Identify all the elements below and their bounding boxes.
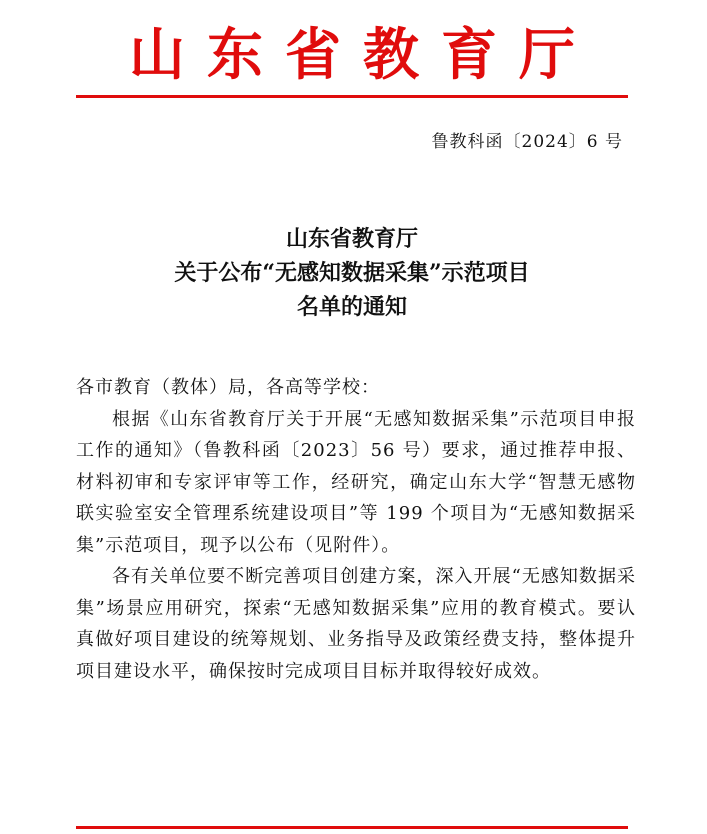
body-paragraph-1: 根据《山东省教育厅关于开展“无感知数据采集”示范项目申报工作的通知》（鲁教科函〔2023〕56 号）要求，通过推荐申报、材料初审和专家评审等工作，经研究，确定山东大学“智慧无感物联实验室安全管理系统建设项目”等 199 个项目为“无感知数据采集”示范项目，现予以公布（见附件）。	[76, 408, 636, 556]
title-line-1: 山东省教育厅	[285, 226, 418, 252]
document-number: 鲁教科函〔2024〕6 号	[431, 132, 623, 152]
letterhead-issuer: 山东省教育厅	[129, 22, 597, 88]
document-body	[76, 372, 636, 687]
footer-red-rule	[76, 826, 628, 829]
title-line-3: 名单的通知	[296, 294, 407, 320]
document-title	[76, 222, 628, 324]
title-line-2: 关于公布“无感知数据采集”示范项目	[174, 260, 530, 286]
salutation: 各市教育（教体）局，各高等学校：	[76, 377, 380, 398]
letterhead-red-rule	[76, 95, 628, 98]
body-paragraph-2: 各有关单位要不断完善项目创建方案，深入开展“无感知数据采集”场景应用研究，探索“无感知数据采集”应用的教育模式。要认真做好项目建设的统筹规划、业务指导及政策经费支持，整体提升项目建设水平，确保按时完成项目目标并取得较好成效。	[76, 566, 636, 682]
